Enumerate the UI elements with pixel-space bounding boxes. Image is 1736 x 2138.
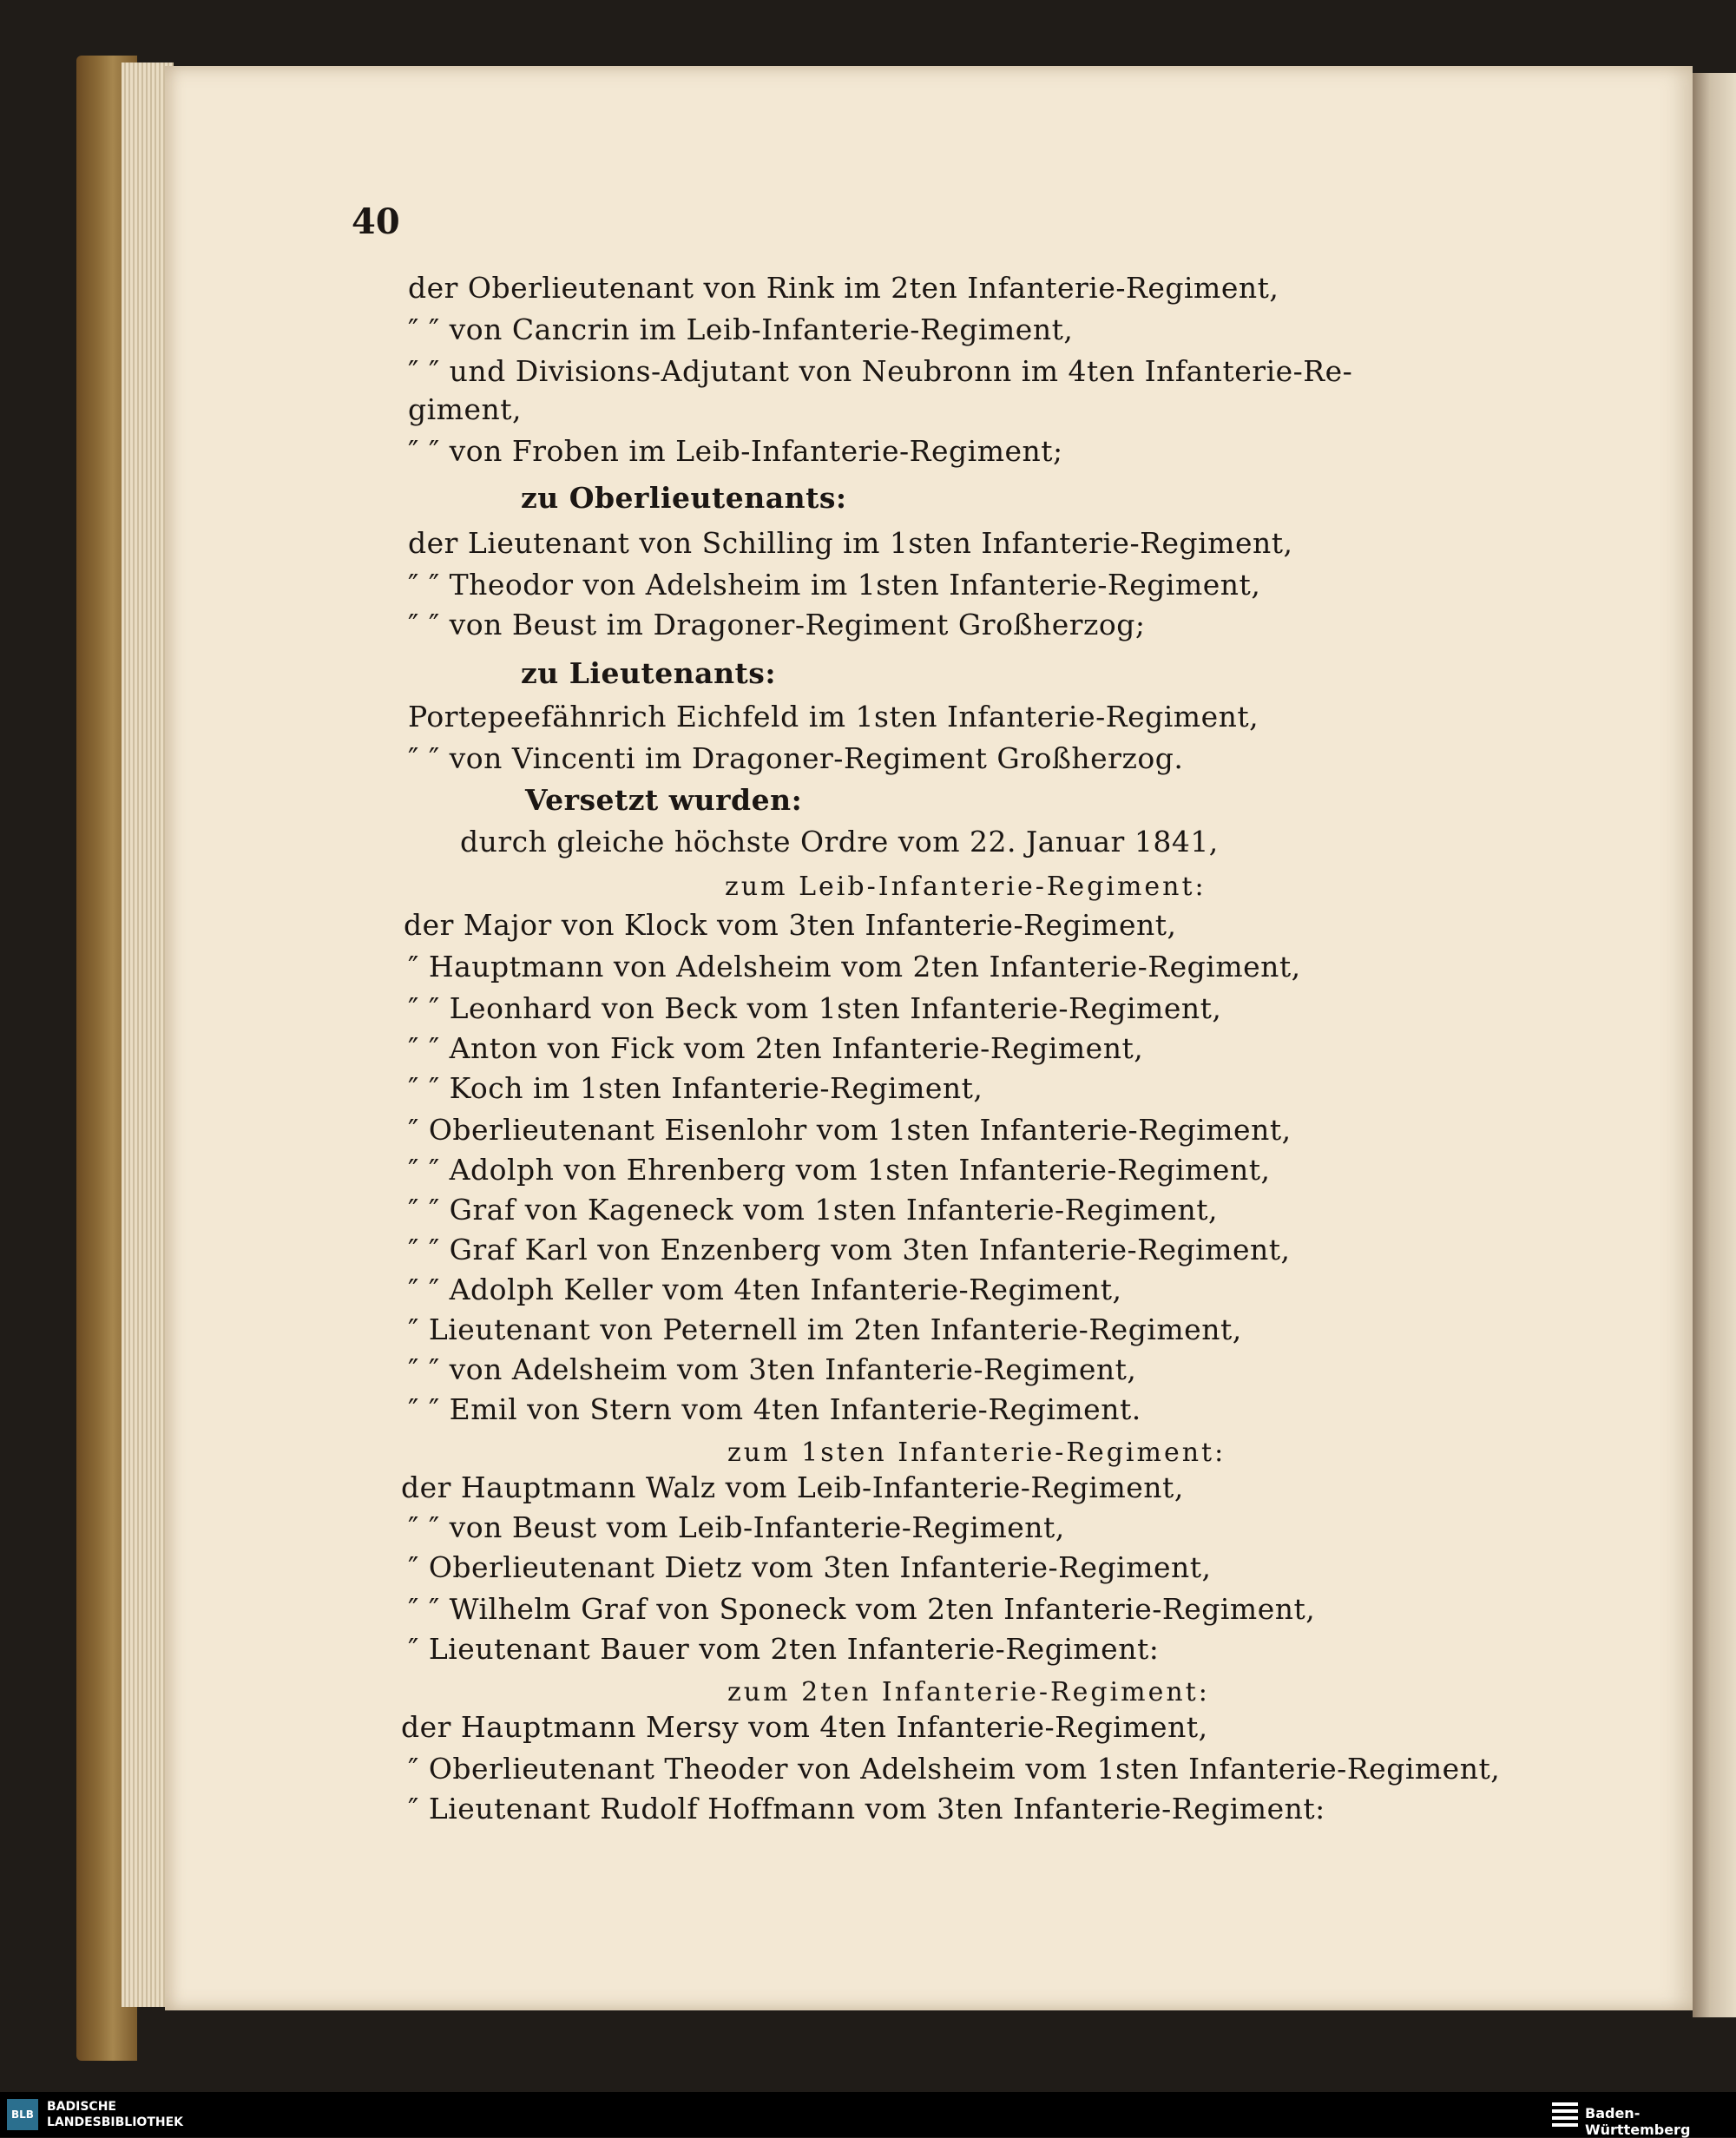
text-line: Portepeefähnrich Eichfeld im 1sten Infanterie-Regiment,: [408, 700, 1259, 733]
text-line: ″ Lieutenant von Peternell im 2ten Infanterie-Regiment,: [408, 1312, 1242, 1346]
text-line: ″ ″ Theodor von Adelsheim im 1sten Infanterie-Regiment,: [408, 568, 1261, 602]
text-line: ″ ″ und Divisions-Adjutant von Neubronn im 4ten Infanterie-Re-: [408, 354, 1353, 388]
text-line: der Hauptmann Mersy vom 4ten Infanterie-Regiment,: [401, 1710, 1208, 1744]
text-line: durch gleiche höchste Ordre vom 22. Januar 1841,: [460, 825, 1219, 858]
text-line: ″ Lieutenant Rudolf Hoffmann vom 3ten Infanterie-Regiment:: [408, 1792, 1325, 1826]
text-line: ″ ″ Koch im 1sten Infanterie-Regiment,: [408, 1071, 983, 1105]
section-heading: zu Lieutenants:: [521, 656, 777, 690]
text-line: giment,: [408, 392, 523, 426]
text-line: ″ ″ von Beust vom Leib-Infanterie-Regiment,: [408, 1510, 1065, 1544]
footer-bar: [0, 2092, 1736, 2137]
text-line: ″ ″ von Froben im Leib-Infanterie-Regiment;: [408, 434, 1063, 468]
text-line: ″ ″ von Cancrin im Leib-Infanterie-Regiment,: [408, 312, 1074, 346]
blb-logo-icon: BLB: [7, 2099, 38, 2130]
text-line: ″ Oberlieutenant Eisenlohr vom 1sten Infanterie-Regiment,: [408, 1113, 1292, 1147]
state-name: Baden-Württemberg: [1585, 2105, 1691, 2138]
text-line: ″ Lieutenant Bauer vom 2ten Infanterie-Regiment:: [408, 1632, 1160, 1666]
text-line: ″ ″ Adolph Keller vom 4ten Infanterie-Regiment,: [408, 1273, 1122, 1306]
library-name: BADISCHE LANDESBIBLIOTHEK: [47, 2100, 184, 2129]
text-line: ″ ″ Graf Karl von Enzenberg vom 3ten Infanterie-Regiment,: [408, 1233, 1291, 1266]
text-line: ″ ″ Wilhelm Graf von Sponeck vom 2ten Infanterie-Regiment,: [408, 1592, 1316, 1626]
text-line: ″ ″ Emil von Stern vom 4ten Infanterie-Regiment.: [408, 1392, 1141, 1426]
subsection-heading: zum Leib-Infanterie-Regiment:: [725, 872, 1207, 902]
text-line: ″ ″ Adolph von Ehrenberg vom 1sten Infanterie-Regiment,: [408, 1153, 1271, 1187]
text-line: der Lieutenant von Schilling im 1sten Infanterie-Regiment,: [408, 526, 1293, 560]
text-line: ″ ″ von Adelsheim vom 3ten Infanterie-Regiment,: [408, 1352, 1137, 1386]
text-line: ″ ″ Anton von Fick vom 2ten Infanterie-Regiment,: [408, 1031, 1144, 1065]
text-line: ″ ″ von Vincenti im Dragoner-Regiment Großherzog.: [408, 741, 1184, 775]
text-line: ″ ″ Leonhard von Beck vom 1sten Infanterie-Regiment,: [408, 991, 1222, 1025]
text-line: ″ ″ Graf von Kageneck vom 1sten Infanterie-Regiment,: [408, 1193, 1219, 1227]
baden-wuerttemberg-logo-icon: [1552, 2102, 1578, 2127]
page-number: 40: [352, 201, 400, 242]
section-heading: zu Oberlieutenants:: [521, 481, 847, 515]
text-line: ″ Oberlieutenant Theoder von Adelsheim vom 1sten Infanterie-Regiment,: [408, 1752, 1501, 1786]
text-line: der Hauptmann Walz vom Leib-Infanterie-Regiment,: [401, 1470, 1184, 1504]
text-line: ″ Hauptmann von Adelsheim vom 2ten Infanterie-Regiment,: [408, 950, 1301, 983]
text-line: der Major von Klock vom 3ten Infanterie-Regiment,: [404, 908, 1177, 942]
text-line: ″ Oberlieutenant Dietz vom 3ten Infanterie-Regiment,: [408, 1550, 1212, 1584]
text-line: der Oberlieutenant von Rink im 2ten Infanterie-Regiment,: [408, 271, 1279, 305]
subsection-heading: zum 1sten Infanterie-Regiment:: [727, 1437, 1226, 1468]
section-heading: Versetzt wurden:: [525, 783, 803, 817]
subsection-heading: zum 2ten Infanterie-Regiment:: [727, 1677, 1210, 1707]
text-line: ″ ″ von Beust im Dragoner-Regiment Großherzog;: [408, 608, 1146, 641]
